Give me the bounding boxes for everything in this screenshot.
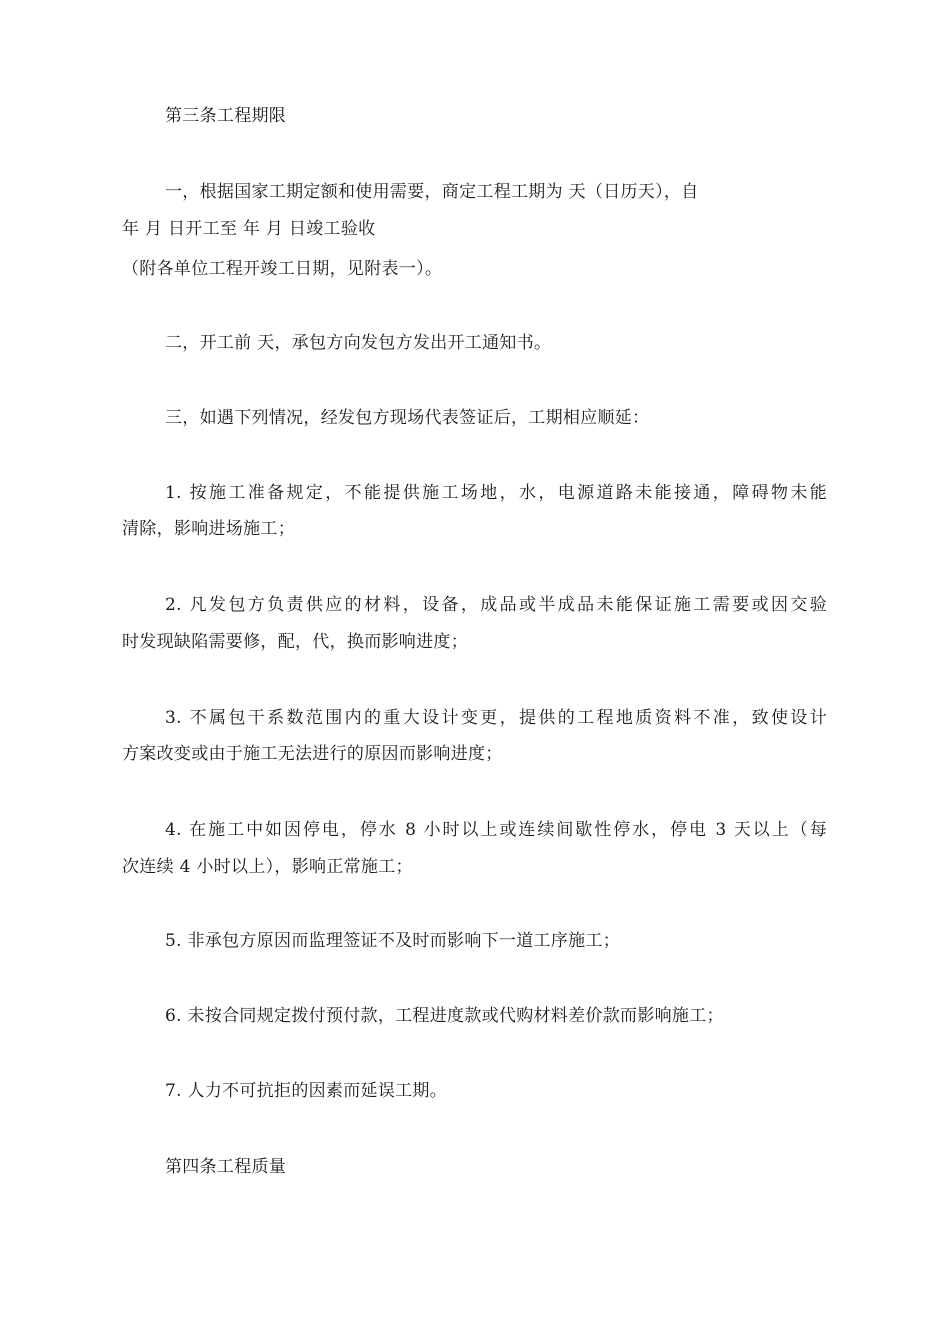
list-item-7: 7. 人力不可抗拒的因素而延误工期。 bbox=[165, 1081, 448, 1101]
list-item-2-line-2: 时发现缺陷需要修，配，代，换而影响进度； bbox=[122, 632, 468, 652]
paragraph-3: 三，如遇下列情况，经发包方现场代表签证后，工期相应顺延： bbox=[165, 408, 650, 428]
paragraph-1-line-1: 一，根据国家工期定额和使用需要，商定工程工期为 天（日历天），自 bbox=[165, 182, 699, 202]
paragraph-2: 二，开工前 天，承包方向发包方发出开工通知书。 bbox=[165, 333, 552, 353]
list-item-3-line-2: 方案改变或由于施工无法进行的原因而影响进度； bbox=[122, 744, 503, 764]
paragraph-1-line-2: 年 月 日开工至 年 月 日竣工验收 bbox=[122, 219, 376, 239]
list-item-2-line-1: 2. 凡发包方负责供应的材料，设备，成品或半成品未能保证施工需要或因交验 bbox=[165, 595, 827, 615]
section-heading-article-4: 第四条工程质量 bbox=[165, 1157, 287, 1177]
list-item-6: 6. 未按合同规定拨付预付款，工程进度款或代购材料差价款而影响施工； bbox=[165, 1006, 724, 1026]
list-item-4-line-2: 次连续 4 小时以上），影响正常施工； bbox=[122, 857, 413, 877]
list-item-5: 5. 非承包方原因而监理签证不及时而影响下一道工序施工； bbox=[165, 931, 621, 951]
list-item-1-line-1: 1. 按施工准备规定，不能提供施工场地，水，电源道路未能接通，障碍物未能 bbox=[165, 483, 827, 503]
list-item-4-line-1: 4. 在施工中如因停电，停水 8 小时以上或连续间歇性停水，停电 3 天以上（每 bbox=[165, 820, 827, 840]
section-heading-article-3: 第三条工程期限 bbox=[165, 106, 287, 126]
list-item-3-line-1: 3. 不属包干系数范围内的重大设计变更，提供的工程地质资料不准，致使设计 bbox=[165, 708, 827, 728]
list-item-1-line-2: 清除，影响进场施工； bbox=[122, 519, 295, 539]
paragraph-1-line-3: （附各单位工程开竣工日期，见附表一）。 bbox=[122, 259, 443, 279]
